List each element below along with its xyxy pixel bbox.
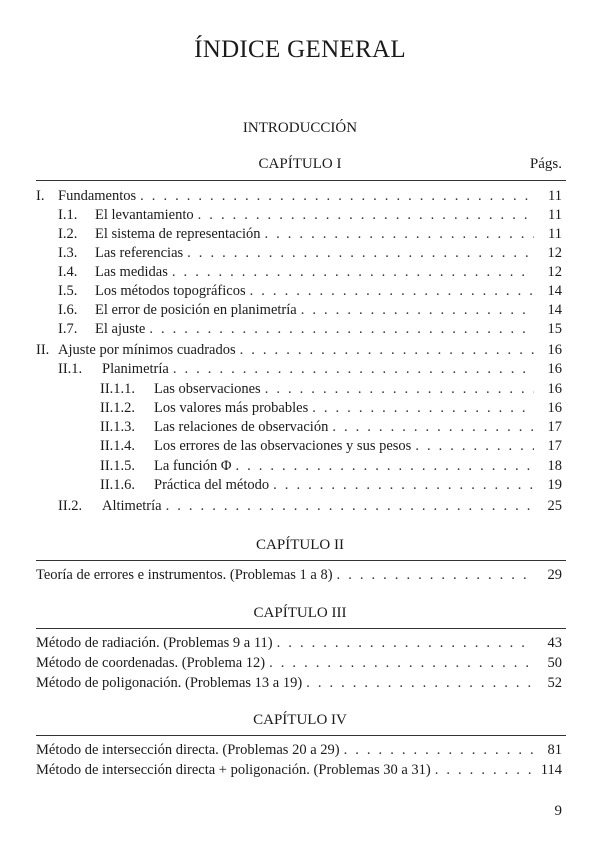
dot-leader [198, 206, 534, 224]
dot-leader [415, 437, 534, 455]
dot-leader [277, 634, 534, 652]
toc-entry-number: II.2. [58, 498, 83, 514]
toc-entry-page: 17 [547, 438, 562, 454]
toc-entry-ii-2[interactable] [58, 497, 562, 515]
toc-entry-i-3[interactable] [58, 244, 562, 262]
toc-entry-label: Los valores más probables [154, 400, 309, 416]
dot-leader [273, 476, 534, 494]
toc-entry-ii-1-5[interactable] [100, 457, 562, 475]
dot-leader [140, 187, 534, 205]
toc-entry-page: 43 [547, 635, 562, 651]
toc-entry-page: 12 [547, 264, 562, 280]
toc-entry-label: Las medidas [95, 264, 168, 280]
page-number: 9 [554, 803, 562, 819]
toc-entry-ii-1[interactable] [58, 360, 562, 378]
toc-entry[interactable] [36, 566, 562, 584]
dot-leader [235, 457, 534, 475]
dot-leader [173, 360, 534, 378]
toc-entry-ii-1-3[interactable] [100, 418, 562, 436]
dot-leader [301, 301, 534, 319]
toc-entry-label: El levantamiento [95, 207, 194, 223]
toc-entry-label: Los errores de las observaciones y sus pesos [154, 438, 412, 454]
toc-entry-number: I.1. [58, 207, 78, 223]
toc-entry-page: 11 [548, 188, 562, 204]
divider [36, 628, 566, 629]
toc-entry-page: 19 [547, 477, 562, 493]
toc-entry-page: 17 [547, 419, 562, 435]
toc-entry-label: El ajuste [95, 321, 146, 337]
toc-entry-ii-1-2[interactable] [100, 399, 562, 417]
toc-entry-number: I.6. [58, 302, 78, 318]
toc-entry-label: Las referencias [95, 245, 184, 261]
toc-entry-number: I.7. [58, 321, 78, 337]
divider [36, 560, 566, 561]
toc-entry-label: Método de intersección directa. (Problemas 20 a 29) [36, 742, 340, 758]
chapter-heading: CAPÍTULO III [253, 605, 347, 621]
toc-entry-ii-1-4[interactable] [100, 437, 562, 455]
toc-entry-label: Método de radiación. (Problemas 9 a 11) [36, 635, 273, 651]
dot-leader [172, 263, 534, 281]
toc-entry-number: II.1.5. [100, 458, 136, 474]
toc-entry-page: 14 [547, 302, 562, 318]
page-title: ÍNDICE GENERAL [194, 36, 406, 63]
toc-entry-label: Método de poligonación. (Problemas 13 a 19) [36, 675, 303, 691]
dot-leader [306, 674, 534, 692]
toc-entry-page: 52 [547, 675, 562, 691]
toc-entry-number: I. [36, 188, 45, 204]
toc-entry-page: 12 [547, 245, 562, 261]
dot-leader [149, 320, 534, 338]
pages-column-label: Págs. [529, 156, 562, 172]
toc-entry-i-4[interactable] [58, 263, 562, 281]
toc-entry-label: Planimetría [102, 361, 169, 377]
toc-entry-label: Método de intersección directa + poligonación. (Problemas 30 a 31) [36, 762, 431, 778]
toc-entry-label: El sistema de representación [95, 226, 261, 242]
chapter-heading: CAPÍTULO I [258, 156, 342, 172]
dot-leader [264, 225, 534, 243]
toc-entry-page: 16 [547, 342, 562, 358]
toc-entry-page: 16 [547, 400, 562, 416]
chapter-heading: CAPÍTULO II [256, 537, 344, 553]
toc-entry-page: 81 [547, 742, 562, 758]
toc-entry-number: I.2. [58, 226, 78, 242]
toc-entry-label: Las relaciones de observación [154, 419, 329, 435]
toc-entry[interactable] [36, 634, 562, 652]
dot-leader [187, 244, 534, 262]
toc-entry[interactable] [36, 674, 562, 692]
toc-entry-page: 25 [547, 498, 562, 514]
toc-entry-number: II. [36, 342, 50, 358]
toc-entry-page: 11 [548, 207, 562, 223]
dot-leader [265, 380, 534, 398]
toc-entry-page: 29 [547, 567, 562, 583]
dot-leader [337, 566, 534, 584]
toc-entry-i-1[interactable] [58, 206, 562, 224]
toc-entry-label: Fundamentos [58, 188, 137, 204]
introduction-heading: INTRODUCCIÓN [242, 120, 358, 136]
toc-entry-label: Altimetría [102, 498, 162, 514]
toc-entry-number: I.4. [58, 264, 78, 280]
divider [36, 180, 566, 181]
toc-entry-ii-1-1[interactable] [100, 380, 562, 398]
toc-entry-page: 18 [547, 458, 562, 474]
dot-leader [166, 497, 534, 515]
toc-entry-i-6[interactable] [58, 301, 562, 319]
toc-entry-number: II.1.1. [100, 381, 136, 397]
toc-entry-label: Método de coordenadas. (Problema 12) [36, 655, 266, 671]
dot-leader [240, 341, 534, 359]
toc-entry-i-2[interactable] [58, 225, 562, 243]
toc-entry-page: 50 [547, 655, 562, 671]
toc-entry[interactable] [36, 761, 562, 779]
toc-entry-label: Las observaciones [154, 381, 261, 397]
chapter-heading: CAPÍTULO IV [253, 712, 347, 728]
dot-leader [250, 282, 534, 300]
toc-entry-i[interactable] [36, 187, 562, 205]
dot-leader [435, 761, 534, 779]
toc-entry-number: I.3. [58, 245, 78, 261]
toc-entry-number: II.1.6. [100, 477, 136, 493]
toc-entry-number: II.1.3. [100, 419, 136, 435]
toc-entry-page: 15 [547, 321, 562, 337]
toc-entry-ii-1-6[interactable] [100, 476, 562, 494]
toc-entry-label: La función Φ [154, 458, 232, 474]
toc-entry-number: I.5. [58, 283, 78, 299]
toc-entry-page: 14 [547, 283, 562, 299]
divider [36, 735, 566, 736]
toc-entry-page: 11 [548, 226, 562, 242]
toc-entry-number: II.1.2. [100, 400, 136, 416]
toc-entry-number: II.1.4. [100, 438, 136, 454]
toc-entry-i-7[interactable] [58, 320, 562, 338]
toc-entry-page: 16 [547, 381, 562, 397]
toc-entry-ii[interactable] [36, 341, 562, 359]
dot-leader [312, 399, 534, 417]
toc-entry-label: Ajuste por mínimos cuadrados [58, 342, 236, 358]
toc-entry-number: II.1. [58, 361, 83, 377]
toc-entry-i-5[interactable] [58, 282, 562, 300]
toc-entry[interactable] [36, 741, 562, 759]
toc-entry-page: 16 [547, 361, 562, 377]
dot-leader [269, 654, 534, 672]
dot-leader [332, 418, 534, 436]
toc-entry[interactable] [36, 654, 562, 672]
toc-entry-label: Teoría de errores e instrumentos. (Problemas 1 a 8) [36, 567, 333, 583]
toc-entry-label: Práctica del método [154, 477, 270, 493]
toc-entry-label: El error de posición en planimetría [95, 302, 297, 318]
toc-entry-page: 114 [540, 762, 562, 778]
dot-leader [344, 741, 534, 759]
toc-entry-label: Los métodos topográficos [95, 283, 246, 299]
